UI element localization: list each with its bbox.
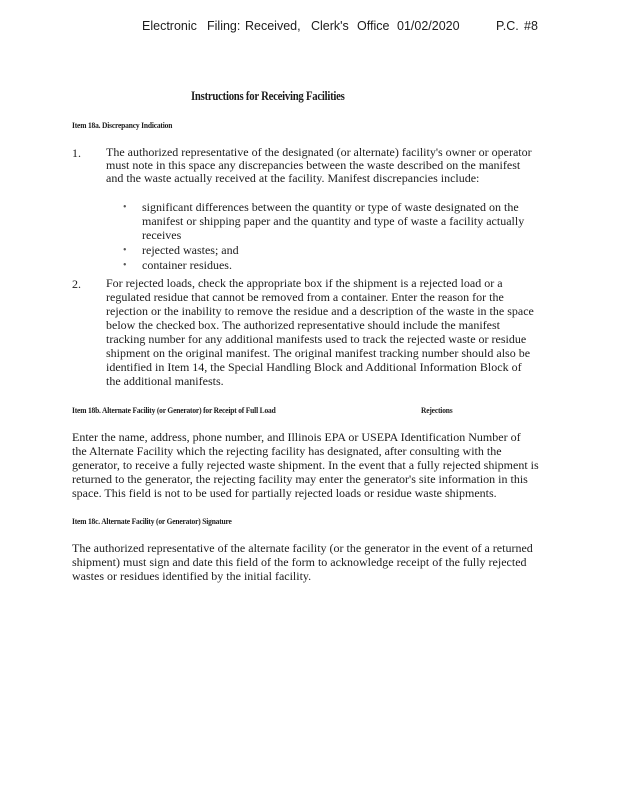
header-electronic: Electronic bbox=[142, 19, 197, 33]
text-line: manifest or shipping paper and the quantity and type of waste a facility actually bbox=[142, 214, 525, 228]
text-line: below the checked box. The authorized representative should include the manifest bbox=[106, 318, 500, 332]
header-received: Received, bbox=[245, 19, 301, 33]
text-line: The authorized representative of the designated (or alternate) facility's owner or operator bbox=[106, 145, 532, 159]
bullet-item-1 bbox=[142, 201, 602, 241]
text-line: shipment on the original manifest. The original manifest tracking number should also be bbox=[106, 346, 531, 360]
text-line: identified in Item 14, the Special Handling Block and Additional Information Block of bbox=[106, 360, 522, 374]
text-line: receives bbox=[142, 228, 182, 242]
text-line: and the waste actually received at the facility. Manifest discrepancies include: bbox=[106, 171, 480, 185]
text-line: For rejected loads, check the appropriate box if the shipment is a rejected load or a bbox=[106, 276, 503, 290]
header-clerks: Clerk's bbox=[311, 19, 349, 33]
text-line: generator, to receive a fully rejected waste shipment. In the event that a fully rejected shipment is bbox=[72, 458, 539, 472]
text-line: The authorized representative of the alternate facility (or the generator in the event of a returned bbox=[72, 541, 533, 555]
text-line: significant differences between the quantity or type of waste designated on the bbox=[142, 200, 519, 214]
item-18c-heading: Item 18c. Alternate Facility (or Generator) Signature bbox=[72, 516, 232, 526]
text-line: space. This field is not to be used for partially rejected loads or residue waste shipments. bbox=[72, 486, 497, 500]
item-18a-p1-number: 1. bbox=[72, 146, 81, 160]
text-line: shipment) must sign and date this field of the form to acknowledge receipt of the fully rejected bbox=[72, 555, 527, 569]
page-title: Instructions for Receiving Facilities bbox=[191, 89, 345, 103]
bullet-icon: • bbox=[123, 260, 127, 271]
item-18a-p2-number: 2. bbox=[72, 277, 81, 291]
header-number: #8 bbox=[524, 19, 538, 33]
item-18b-paragraph bbox=[72, 431, 602, 499]
item-18a-paragraph-2 bbox=[106, 276, 596, 388]
bullet-icon: • bbox=[123, 245, 127, 256]
item-18c-paragraph bbox=[72, 542, 602, 584]
header-office: Office bbox=[357, 19, 390, 33]
text-line: wastes or residues identified by the initial facility. bbox=[72, 569, 312, 583]
text-line: rejected wastes; and bbox=[142, 243, 239, 257]
item-18b-heading-right: Rejections bbox=[421, 405, 453, 415]
text-line: the additional manifests. bbox=[106, 374, 224, 388]
filing-header bbox=[0, 19, 618, 37]
item-18a-heading: Item 18a. Discrepancy Indication bbox=[72, 120, 173, 130]
text-line: container residues. bbox=[142, 258, 232, 272]
header-filing: Filing: bbox=[207, 19, 241, 33]
bullet-icon: • bbox=[123, 202, 127, 213]
text-line: the Alternate Facility which the rejecting facility has designated, after consulting with the bbox=[72, 444, 502, 458]
text-line: Enter the name, address, phone number, and Illinois EPA or USEPA Identification Number of bbox=[72, 430, 521, 444]
header-date: 01/02/2020 bbox=[397, 19, 460, 33]
text-line: tracking number for any additional manifests used to track the rejected waste or residue bbox=[106, 332, 527, 346]
item-18a-paragraph-1 bbox=[106, 146, 596, 186]
text-line: regulated residue that cannot be removed from a container. Enter the reason for the bbox=[106, 290, 504, 304]
header-pc: P.C. bbox=[496, 19, 519, 33]
text-line: returned to the generator, the rejecting facility may enter the generator's site information in this bbox=[72, 472, 528, 486]
text-line: must note in this space any discrepancies between the waste described on the manifest bbox=[106, 158, 521, 172]
text-line: rejection or the inability to remove the residue and a description of the waste in the space bbox=[106, 304, 534, 318]
item-18b-heading: Item 18b. Alternate Facility (or Generator) for Receipt of Full Load bbox=[72, 405, 276, 415]
